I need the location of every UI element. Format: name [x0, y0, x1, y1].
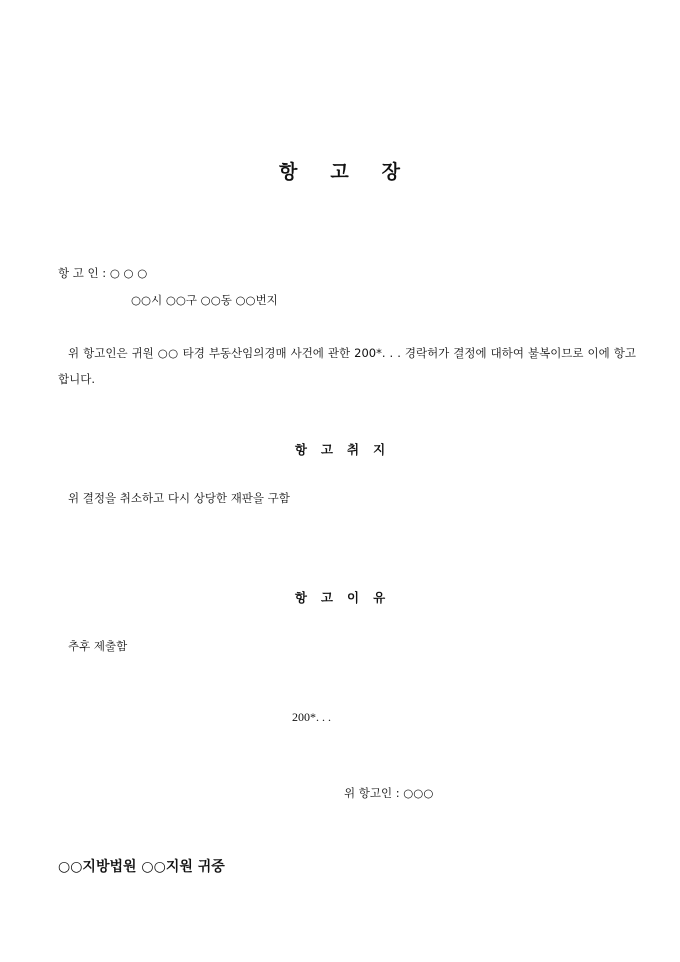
heading-char: 항	[294, 442, 307, 457]
body-paragraph: 위 항고인은 귀원 ○○ 타경 부동산임의경매 사건에 관한 200*. . . 경락허가 결정에 대하여 불복이므로 이에 항고합니다.	[58, 346, 636, 386]
appellant-label: 항 고 인 : ○ ○ ○	[58, 266, 148, 280]
reason-heading	[0, 588, 680, 606]
heading-char: 취	[347, 442, 360, 457]
heading-char: 이	[347, 590, 360, 605]
title-char: 장	[381, 161, 402, 183]
date-line: 200*. . .	[292, 710, 331, 724]
court-addressee: ○○지방법원 ○○지원 귀중	[58, 859, 225, 875]
title-char: 고	[330, 161, 350, 183]
title-char: 항	[278, 161, 299, 183]
heading-char: 고	[320, 590, 333, 605]
document-title	[0, 157, 680, 184]
heading-char: 지	[373, 442, 386, 457]
appellant-address: ○○시 ○○구 ○○동 ○○번지	[131, 293, 278, 307]
purpose-heading	[0, 440, 680, 458]
reason-text: 추후 제출함	[68, 639, 128, 653]
purpose-text: 위 결정을 취소하고 다시 상당한 재판을 구함	[68, 491, 290, 505]
signer-line: 위 항고인 : ○○○	[344, 786, 434, 800]
heading-char: 항	[294, 590, 307, 605]
heading-char: 고	[320, 442, 333, 457]
heading-char: 유	[373, 590, 386, 605]
